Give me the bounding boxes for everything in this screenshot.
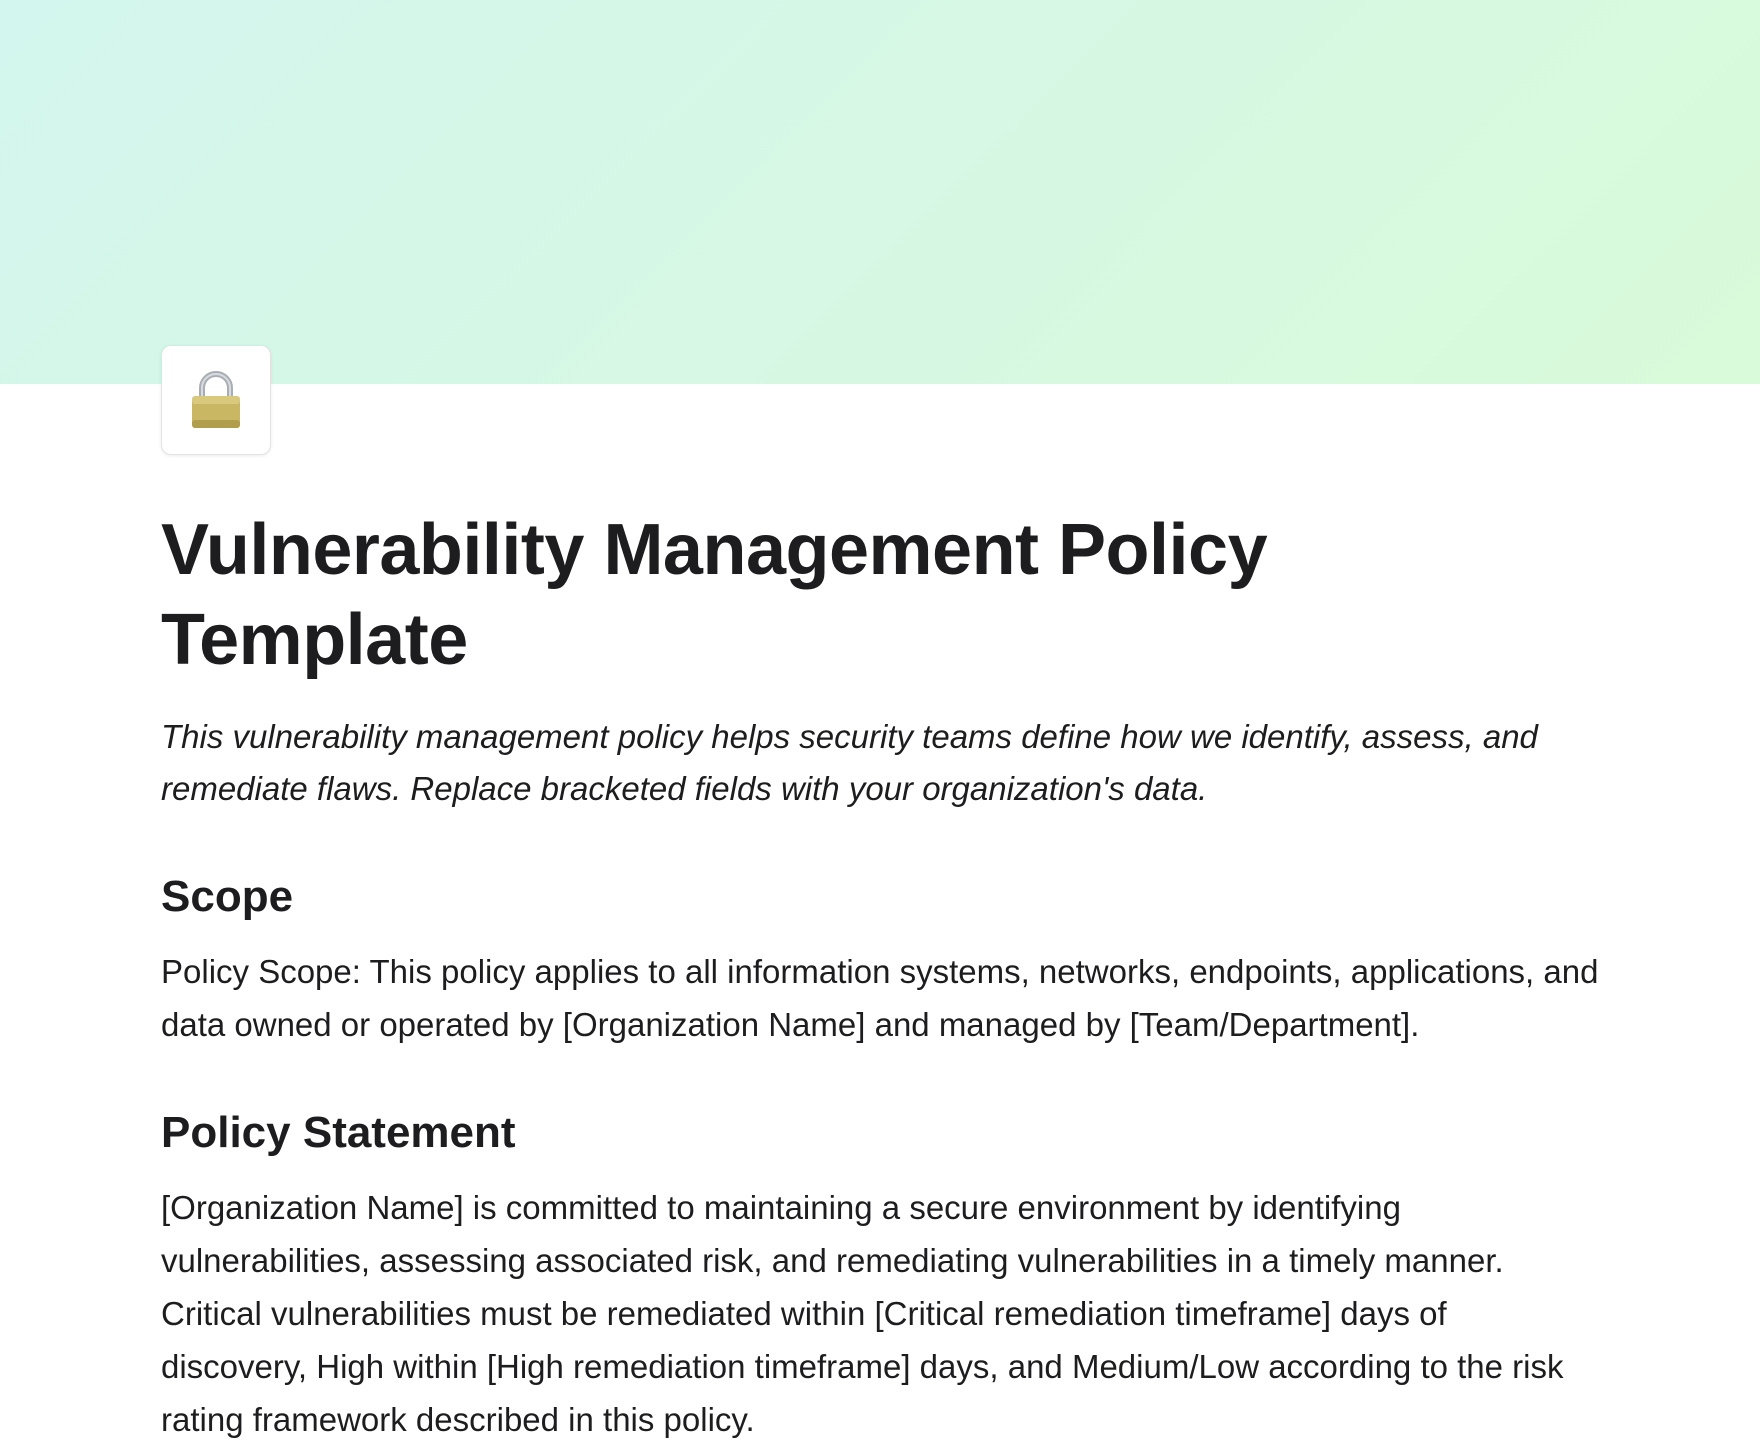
section-body-scope: Policy Scope: This policy applies to all information systems, networks, endpoints, applications, and data owned or operated by [Organization Name] and managed by [Team/Department]. — [161, 953, 1599, 1043]
section-heading-policy-statement: Policy Statement — [161, 1108, 516, 1157]
cover-banner — [0, 0, 1760, 384]
lock-icon — [188, 370, 244, 430]
section-heading-scope: Scope — [161, 872, 294, 921]
page-description: This vulnerability management policy helps security teams define how we identify, assess, and remediate flaws. Replace bracketed fields with your organization's data. — [161, 718, 1538, 807]
section-body-policy-statement: [Organization Name] is committed to maintaining a secure environment by identifying vulnerabilities, assessing associated risk, and remediating vulnerabilities in a timely manner. Critical vulnerabilities must be remediated within [Critical remediation timeframe] days of discovery, High within [High remediation timeframe] days, and Medium/Low according to the risk rating framework described in this policy. — [161, 1189, 1564, 1438]
page-icon[interactable] — [161, 345, 271, 455]
document-body — [161, 505, 1601, 1440]
page-title[interactable]: Vulnerability Management Policy Template — [161, 510, 1268, 680]
